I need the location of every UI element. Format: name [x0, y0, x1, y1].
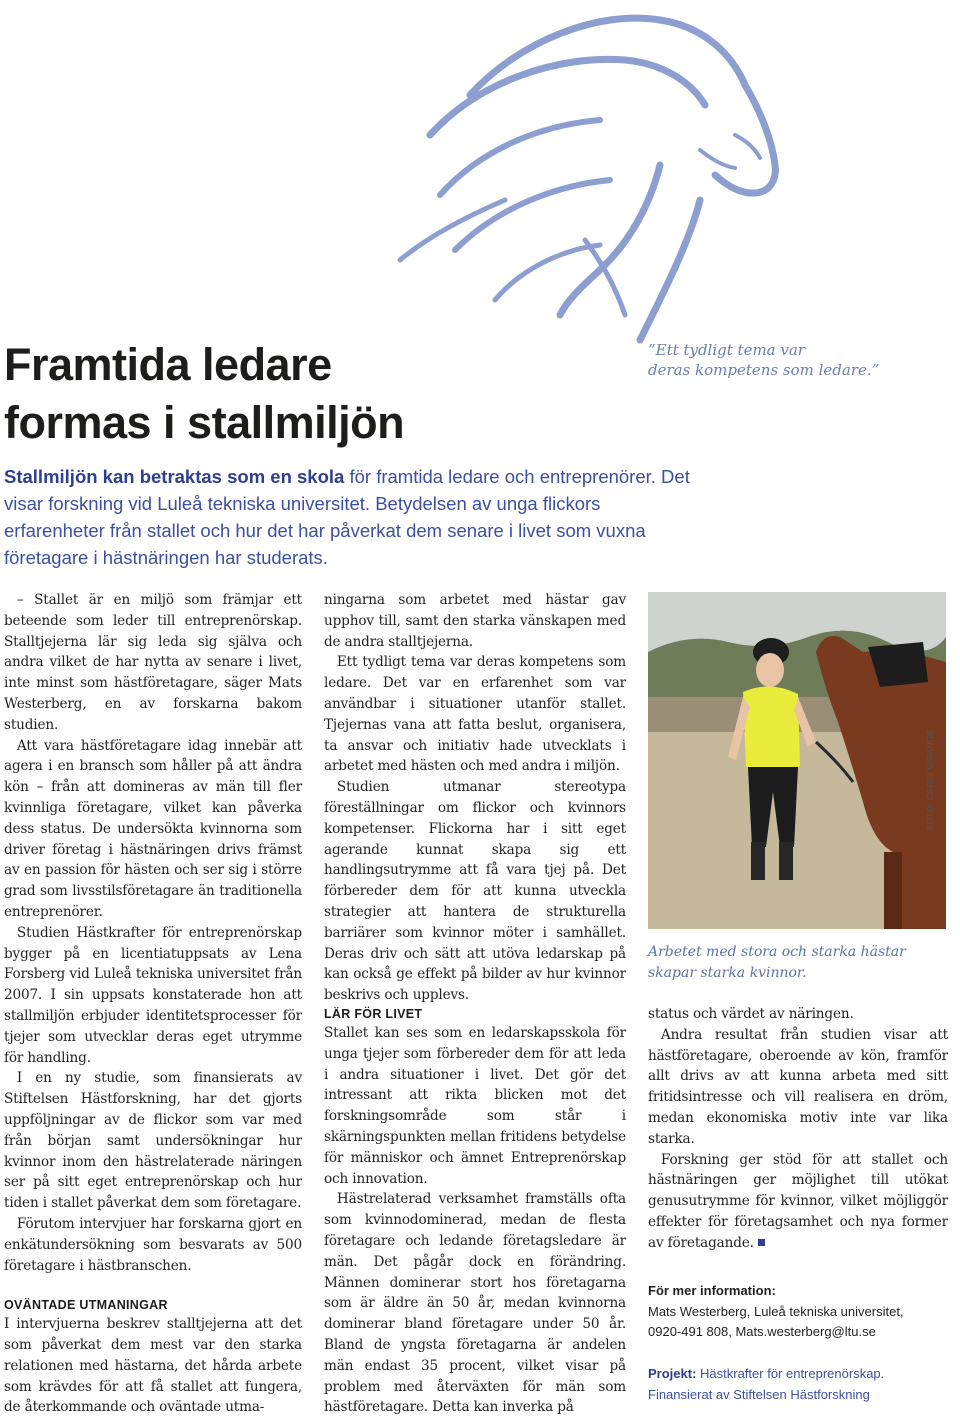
body-paragraph-text: Forskning ger stöd för att stallet och hästnäringen ger möjlighet till utökat genusutrymme för kvinnor, vilket möjliggör effekter för företagsamhet och nya former av företagande.	[648, 1151, 948, 1251]
article-photo	[648, 592, 946, 929]
body-paragraph: Hästrelaterad verksamhet framställs ofta som kvinnodominerad, medan de flesta företagare och ledande företagsledare är män. Det pågår dock en förändring. Männen dominerar stort hos företagarna som är äldre än 50 år, medan kvinnorna dominerar bland företagare under 50 år. Bland de yngsta företagarna är andelen män endast 35 procent, vilket visar på problem med återväxten för män som hästföretagare. Detta kan inverka på	[324, 1191, 626, 1416]
pull-quote-line-1: ”Ett tydligt tema var	[648, 341, 805, 359]
project-note	[648, 1364, 948, 1405]
section-heading: OVÄNTADE UTMANINGAR	[4, 1298, 168, 1313]
body-paragraph: Ett tydligt tema var deras kompetens som ledare. Det var en erfarenhet som var användbar i situationer utanför stallet. Tjejernas vana att fatta beslut, organisera, ta ansvar och initiativ hade utvecklats i arbetet med hästen och med andra i miljön.	[324, 654, 626, 775]
lead-text: för framtida ledare och entreprenörer. Det visar forskning vid Luleå tekniska universitet. Betydelsen av unga flickors erfarenheter från stallet och hur det har påverkat dem senare i livet som vuxna företagare i hästnäringen har studerats.	[4, 466, 690, 568]
photo-credit: FOTO: CARIN WRANGE	[925, 729, 935, 830]
info-heading: För mer information:	[648, 1283, 776, 1298]
body-column-2-bottom	[324, 1005, 626, 1418]
info-box	[648, 1281, 948, 1343]
body-paragraph: Studien Hästkrafter för entreprenörskap bygger på en licentiatuppsats av Lena Forsberg vid Luleå tekniska universitet från 2007. I sin uppsats konstaterade hon att stallmiljön erbjuder identitetsprocesser för tjejer som utvecklar deras eget utrymme för handling.	[4, 924, 302, 1066]
project-label: Projekt:	[648, 1366, 697, 1381]
section-heading: LÄR FÖR LIVET	[324, 1007, 423, 1021]
body-paragraph: Studien utmanar stereotypa föreställningar om flickor och kvinnors kompetenser. Flickorna har i sitt eget agerande kunnat skapa sig ett handlingsutrymme att få vara tjej på. Det förbereder dem för att kunna utveckla strategier att hantera de strukturella barriärer som kvinnor möter i samhället. Deras driv och sätt att utöva ledarskap på kan också ge effekt på bilder av hur kvinnor beskrivs och upplevs.	[324, 779, 626, 1004]
body-paragraph: Att vara hästföretagare idag innebär att agera i en bransch som håller på att ändra kön – från att domineras av män till fler kvinnliga företagare, vilket kan påverka dess status. De undersökta kvinnorna som driver företag i hästnäringen drivs främst av en passion för hästen och ser sig i större grad som livsstilsföretagare än traditionella entreprenörer.	[4, 737, 302, 920]
title-line-1: Framtida ledare	[4, 339, 332, 390]
body-column-1	[4, 590, 302, 1418]
photo-illustration	[648, 592, 946, 929]
body-paragraph: I intervjuerna beskrev stalltjejerna att det som påverkat dem mest var den starka relationen med hästarna, det hårda arbete som krävdes för att få stallet att fungera, de återkommande och oväntade utma-	[4, 1316, 302, 1416]
photo-caption: Arbetet med stora och starka hästar skapar starka kvinnor.	[648, 944, 906, 981]
lead-highlight: Stallmiljön kan betraktas som en skola	[4, 466, 345, 487]
info-contact-line-1: Mats Westerberg, Luleå tekniska universitet,	[648, 1303, 904, 1319]
article-title	[4, 336, 624, 452]
body-paragraph: Andra resultat från studien visar att hästföretagare, oberoende av kön, framför allt drivs av att kunna arbeta med sitt fritidsintresse och vill realisera en dröm, medan ekonomiska motiv inte var lika starka.	[648, 1026, 948, 1147]
body-column-3	[648, 1004, 948, 1254]
project-text: Hästkrafter för entreprenörskap. Finansierat av Stiftelsen Hästforskning	[648, 1366, 885, 1402]
title-line-2: formas i stallmiljön	[4, 397, 405, 448]
end-mark-icon	[758, 1239, 765, 1246]
body-column-2-top	[324, 590, 626, 1006]
body-paragraph: status och värdet av näringen.	[648, 1006, 854, 1022]
body-paragraph: Förutom intervjuer har forskarna gjort en enkätundersökning som besvarats av 500 företagare i hästbranschen.	[4, 1215, 302, 1274]
body-paragraph: ningarna som arbetet med hästar gav upphov till, samt den starka vänskapen med de andra stalltjejerna.	[324, 592, 626, 650]
body-paragraph: Stallet kan ses som en ledarskapsskola för unga tjejer som förbereder dem för att leda i andra situationer i livet. Det gör det intressant att rikta blicken mot det forskningsområde som står i skärningspunkten mellan fritidens betydelse för människor och ämnet Entreprenörskap och innovation.	[324, 1025, 626, 1187]
pull-quote-line-2: deras kompetens som ledare.”	[648, 361, 880, 379]
body-paragraph: – Stallet är en miljö som främjar ett beteende som leder till entreprenörskap. Stalltjejerna lär sig leda sig själva och andra vilket de har nytta av senare i livet, inte minst som hästföretagare, säger Mats Westerberg, en av forskarna bakom studien.	[4, 592, 302, 733]
body-paragraph: I en ny studie, som finansierats av Stiftelsen Hästforskning, har det gjorts uppföljningar av de flickor som var med från början samt undersökningar hur kvinnor inom den hästrelaterade näringen ser på sitt eget entreprenörskap och hur tiden i stallet påverkat dem som företagare.	[4, 1070, 302, 1212]
horse-logo-icon	[390, 0, 810, 360]
body-paragraph	[648, 1150, 948, 1254]
info-contact-line-2: 0920-491 808, Mats.westerberg@ltu.se	[648, 1324, 876, 1339]
lead-paragraph	[4, 463, 694, 571]
pull-quote	[648, 340, 948, 380]
